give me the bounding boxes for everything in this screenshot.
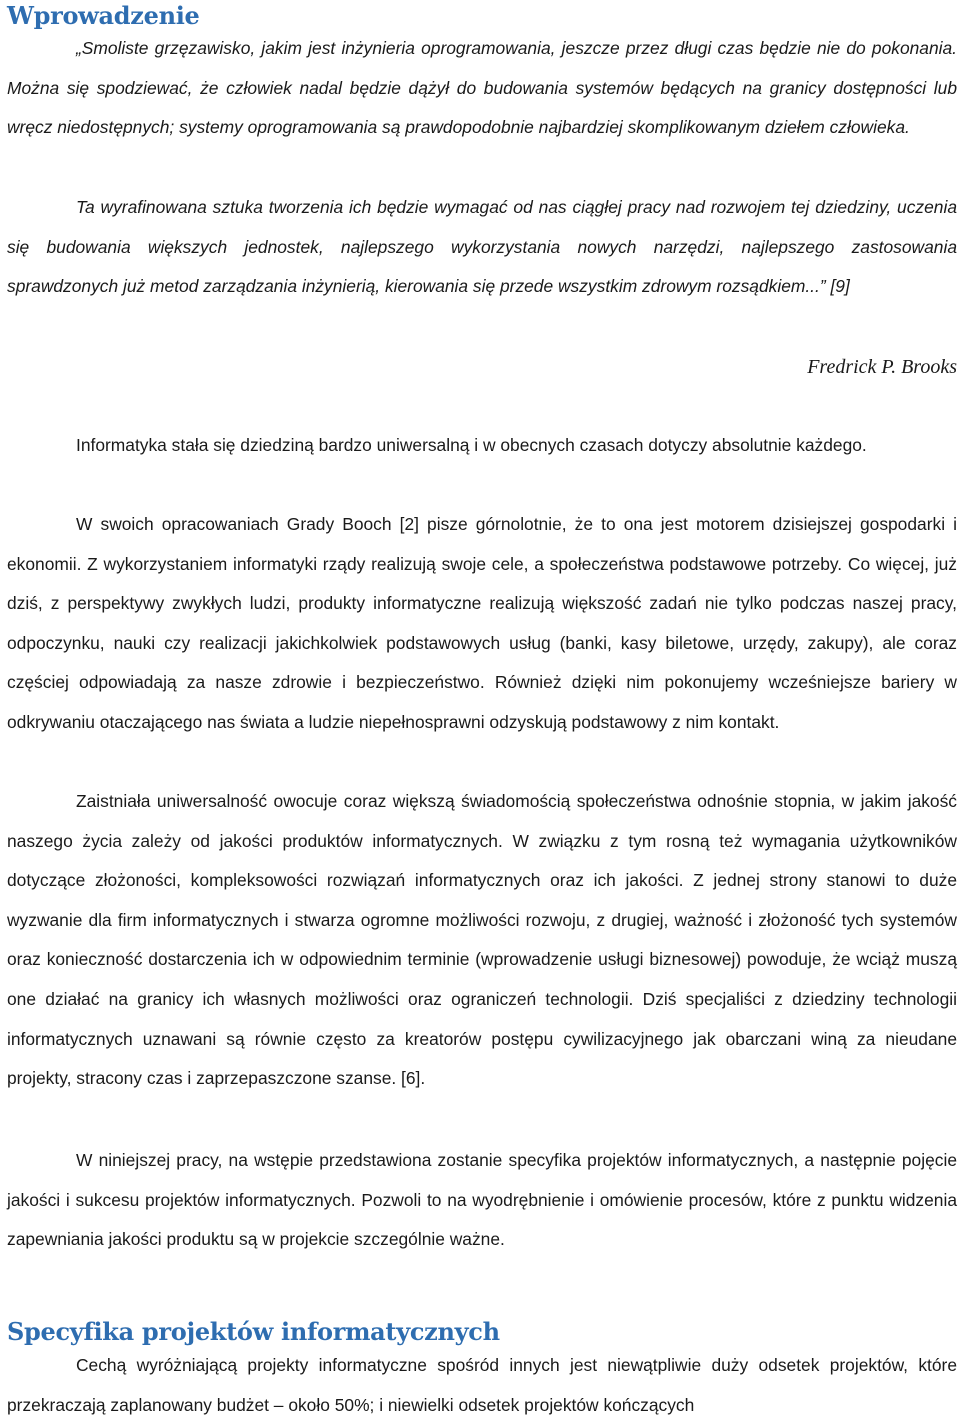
quote-author: Fredrick P. Brooks [807, 356, 957, 378]
paragraph-5: Cechą wyróżniającą projekty informatyczne spośród innych jest niewątpliwie duży odsetek projektów, które przekraczają zaplanowany budżet – około 50%; i niewielki odsetek projektów kończących [7, 1355, 957, 1415]
paragraph-4: W niniejszej pracy, na wstępie przedstawiona zostanie specyfika projektów informatycznych, a następnie pojęcie jakości i sukcesu projektów informatycznych. Pozwoli to na wyodrębnienie i omówienie procesów, które z punktu widzenia zapewniania jakości produktu są w projekcie szczególnie ważne. [7, 1150, 957, 1250]
paragraph-1: Informatyka stała się dziedziną bardzo uniwersalną i w obecnych czasach dotyczy absolutnie każdego. [76, 435, 867, 455]
quote-paragraph-1: „Smoliste grzęzawisko, jakim jest inżynieria oprogramowania, jeszcze przez długi czas będzie nie do pokonania. Można się spodziewać, że człowiek nadal będzie dążył do budowania systemów będących na granicy dostępności lub wręcz niedostępnych; systemy oprogramowania są prawdopodobnie najbardziej skomplikowanym dziełem człowieka. [7, 38, 957, 138]
heading-specyfika: Specyfika projektów informatycznych [7, 1317, 500, 1346]
paragraph-3: Zaistniała uniwersalność owocuje coraz większą świadomością społeczeństwa odnośnie stopnia, w jakim jakość naszego życia zależy od jakości produktów informatycznych. W związku z tym rosną też wymagania użytkowników dotyczące złożoności, kompleksowości rozwiązań informatycznych oraz ich jakości. Z jednej strony stanowi to duże wyzwanie dla firm informatycznych i stwarza ogromne możliwości rozwoju, z drugiej, ważność i złożoność tych systemów oraz konieczność dostarczenia ich w odpowiednim terminie (wprowadzenie usługi biznesowej) powoduje, że wciąż muszą one działać na granicy ich własnych możliwości oraz ograniczeń technologii. Dziś specjaliści z dziedziny technologii informatycznych uznawani są równie często za kreatorów postępu cywilizacyjnego jak obarczani winą za nieudane projekty, stracony czas i zaprzepaszczone szanse. [6]. [7, 791, 957, 1089]
paragraph-2: W swoich opracowaniach Grady Booch [2] pisze górnolotnie, że to ona jest motorem dzisiejszej gospodarki i ekonomii. Z wykorzystaniem informatyki rządy realizują swoje cele, a społeczeństwa podstawowe potrzeby. Co więcej, już dziś, z perspektywy zwykłych ludzi, produkty informatyczne realizują większość zadań nie tylko podczas naszej pracy, odpoczynku, nauki czy realizacji jakichkolwiek podstawowych usług (banki, kasy biletowe, urzędy, zakupy), ale coraz częściej odpowiadają za nasze zdrowie i bezpieczeństwo. Również dzięki nim pokonujemy wcześniejsze bariery w odkrywaniu otaczającego nas świata a ludzie niepełnosprawni odzyskują podstawowy z nim kontakt. [7, 514, 957, 732]
quote-paragraph-2: Ta wyrafinowana sztuka tworzenia ich będzie wymagać od nas ciągłej pracy nad rozwojem tej dziedziny, uczenia się budowania większych jednostek, najlepszego wykorzystania nowych narzędzi, najlepszego zastosowania sprawdzonych już metod zarządzania inżynierią, kierowania się przede wszystkim zdrowym rozsądkiem...” [9] [7, 197, 957, 297]
heading-wprowadzenie: Wprowadzenie [7, 1, 200, 30]
